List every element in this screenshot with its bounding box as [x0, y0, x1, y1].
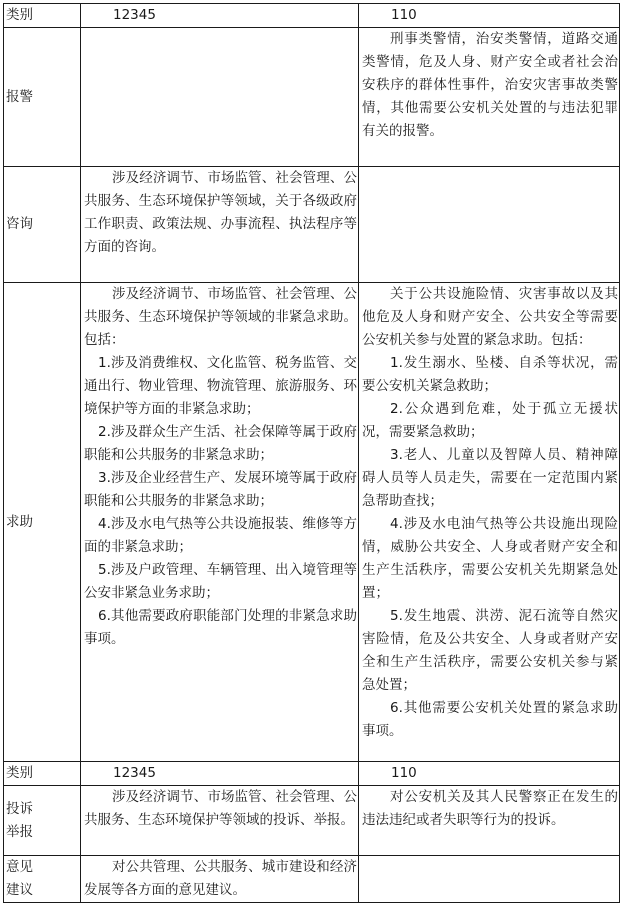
complaint-12345: 涉及经济调节、市场监管、社会管理、公共服务、生态环境保护等领域的投诉、举报。 — [81, 786, 359, 856]
help-12345-intro: 涉及经济调节、市场监管、社会管理、公共服务、生态环境保护等领域的非紧急求助。包括： — [84, 286, 357, 348]
header-row — [4, 4, 620, 28]
comparison-table — [3, 3, 620, 903]
category-advice — [4, 856, 81, 903]
help-12345-item: 5.涉及户政管理、车辆管理、出入境管理等公安非紧急业务求助； — [84, 562, 357, 601]
report-12345 — [81, 28, 359, 167]
category-complaint-label: 投诉举报 — [6, 800, 33, 840]
help-12345-item: 6.其他需要政府职能部门处理的非紧急求助事项。 — [84, 608, 357, 647]
help-12345-item: 2.涉及群众生产生活、社会保障等属于政府职能和公共服务的非紧急求助； — [84, 424, 357, 463]
help-110-item: 6.其他需要公安机关处置的紧急求助事项。 — [362, 700, 618, 739]
header-row-repeat — [4, 762, 620, 786]
help-110-item: 2.公众遇到危难，处于孤立无援状况，需要紧急救助； — [362, 401, 618, 440]
category-report: 报警 — [4, 28, 81, 167]
help-12345-item: 1.涉及消费维权、文化监管、税务监管、交通出行、物业管理、物流管理、旅游服务、环境保护等方面的非紧急求助； — [84, 355, 357, 417]
row-consult — [4, 167, 620, 283]
help-110-item: 3.老人、儿童以及智障人员、精神障碍人员等人员走失，需要在一定范围内紧急帮助查找； — [362, 447, 618, 509]
row-help — [4, 283, 620, 762]
advice-12345: 对公共管理、公共服务、城市建设和经济发展等各方面的意见建议。 — [81, 856, 359, 903]
help-110 — [359, 283, 620, 762]
header-category: 类别 — [4, 4, 81, 28]
help-12345-item: 4.涉及水电气热等公共设施报装、维修等方面的非紧急求助； — [84, 516, 357, 555]
advice-110 — [359, 856, 620, 903]
header-110: 110 — [359, 762, 620, 786]
row-report — [4, 28, 620, 167]
category-advice-label: 意见建议 — [6, 859, 33, 898]
consult-12345: 涉及经济调节、市场监管、社会管理、公共服务、生态环境保护等领域，关于各级政府工作职责、政策法规、办事流程、执法程序等方面的咨询。 — [81, 167, 359, 283]
help-12345-item: 3.涉及企业经营生产、发展环境等属于政府职能和公共服务的非紧急求助； — [84, 470, 357, 509]
category-help: 求助 — [4, 283, 81, 762]
header-12345: 12345 — [81, 4, 359, 28]
row-advice — [4, 856, 620, 903]
report-110: 刑事类警情，治安类警情，道路交通类警情，危及人身、财产安全或者社会治安秩序的群体性事件，治安灾害事故类警情，其他需要公安机关处置的与违法犯罪有关的报警。 — [359, 28, 620, 167]
help-110-item: 5.发生地震、洪涝、泥石流等自然灾害险情，危及公共安全、人身或者财产安全和生产生活秩序，需要公安机关参与紧急处置； — [362, 608, 618, 693]
category-consult: 咨询 — [4, 167, 81, 283]
header-110: 110 — [359, 4, 620, 28]
row-complaint — [4, 786, 620, 856]
category-complaint — [4, 786, 81, 856]
help-110-item: 1.发生溺水、坠楼、自杀等状况，需要公安机关紧急救助； — [362, 355, 618, 394]
header-12345: 12345 — [81, 762, 359, 786]
header-category: 类别 — [4, 762, 81, 786]
help-110-item: 4.涉及水电油气热等公共设施出现险情，威胁公共安全、人身或者财产安全和生产生活秩序，需要公安机关先期紧急处置； — [362, 516, 618, 601]
help-12345 — [81, 283, 359, 762]
help-110-intro: 关于公共设施险情、灾害事故以及其他危及人身和财产安全、公共安全等需要公安机关参与处置的紧急求助。包括： — [362, 286, 618, 348]
complaint-110: 对公安机关及其人民警察正在发生的违法违纪或者失职等行为的投诉。 — [359, 786, 620, 856]
consult-110 — [359, 167, 620, 283]
